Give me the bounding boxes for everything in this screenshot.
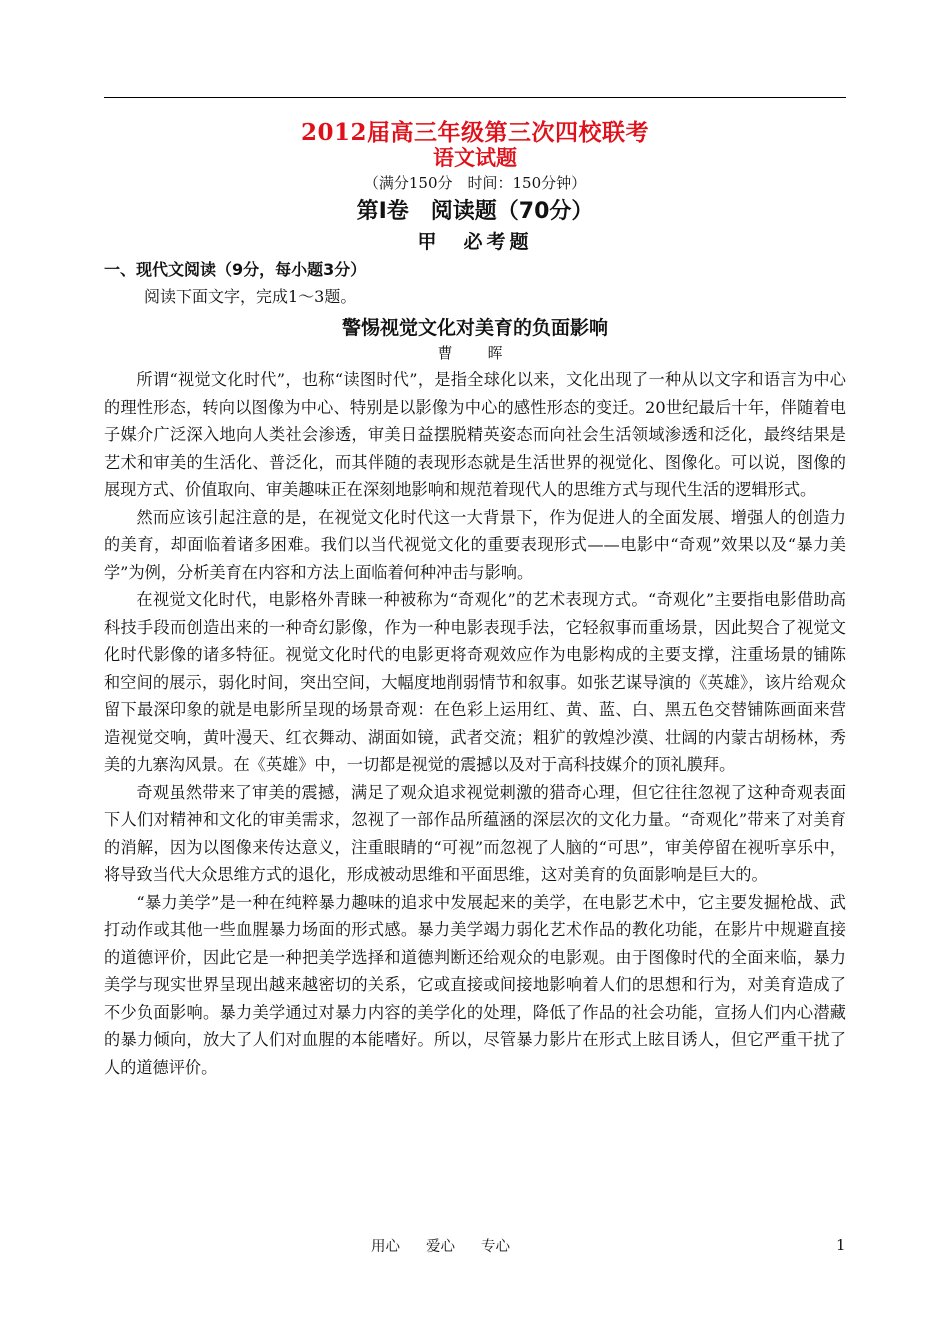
question-heading: 一、现代文阅读（9分，每小题3分） xyxy=(104,260,367,279)
question-instruction: 阅读下面文字，完成1～3题。 xyxy=(144,287,357,306)
article-body xyxy=(104,366,846,1081)
page-number: 1 xyxy=(836,1236,846,1254)
part-title: 第Ⅰ卷 阅读题（70分） xyxy=(356,199,594,224)
article-paragraph: 所谓“视觉文化时代”，也称“读图时代”，是指全球化以来，文化出现了一种从以文字和语言为中心的理性形态，转向以图像为中心、特别是以影像为中心的感性形态的变迁。20世纪最后十年，伴随着电子媒介广泛深入地向人类社会渗透，审美日益摆脱精英姿态而向社会生活领域渗透和泛化，最终结果是艺术和审美的生活化、普泛化，而其伴随的表现形态就是生活世界的视觉化、图像化。可以说，图像的展现方式、价值取向、审美趣味正在深刻地影响和规范着现代人的思维方式与现代生活的逻辑形式。 xyxy=(104,370,846,499)
exam-title: 2012届高三年级第三次四校联考 xyxy=(300,119,649,146)
footer-motto xyxy=(371,1235,536,1256)
subject-title: 语文试题 xyxy=(433,145,517,170)
article-title: 警惕视觉文化对美育的负面影响 xyxy=(341,317,608,339)
article-paragraph: “暴力美学”是一种在纯粹暴力趣味的追求中发展起来的美学，在电影艺术中，它主要发掘枪战、武打动作或其他一些血腥暴力场面的形式感。暴力美学竭力弱化艺术作品的教化功能，在影片中规避直接的道德评价，因此它是一种把美学选择和道德判断还给观众的电影观。由于图像时代的全面来临，暴力美学与现实世界呈现出越来越密切的关系，它或直接或间接地影响着人们的思想和行为，对美育造成了不少负面影响。暴力美学通过对暴力内容的美学化的处理，降低了作品的社会功能，宣扬人们内心潜藏的暴力倾向，放大了人们对血腥的本能嗜好。所以，尽管暴力影片在形式上眩目诱人，但它严重干扰了人的道德评价。 xyxy=(104,892,846,1077)
section-title: 甲 必考题 xyxy=(417,231,533,253)
header-rule xyxy=(104,97,846,98)
motto-word: 专心 xyxy=(481,1239,510,1255)
article-author: 曹 晖 xyxy=(437,344,513,362)
article-paragraph: 在视觉文化时代，电影格外青睐一种被称为“奇观化”的艺术表现方式。“奇观化”主要指电影借助高科技手段而创造出来的一种奇幻影像，作为一种电影表现手法，它轻叙事而重场景，因此契合了视觉文化时代影像的诸多特征。视觉文化时代的电影更将奇观效应作为电影构成的主要支撑，注重场景的铺陈和空间的展示，弱化时间，突出空间，大幅度地削弱情节和叙事。如张艺谋导演的《英雄》，该片给观众留下最深印象的就是电影所呈现的场景奇观：在色彩上运用红、黄、蓝、白、黑五色交替铺陈画面来营造视觉交响，黄叶漫天、红衣舞动、湖面如镜，武者交流；粗犷的敦煌沙漠、壮阔的内蒙古胡杨林，秀美的九寨沟风景。在《英雄》中，一切都是视觉的震撼以及对于高科技媒介的顶礼膜拜。 xyxy=(104,590,846,774)
score-time-info: （满分150分 时间：150分钟） xyxy=(363,174,587,192)
article-paragraph: 奇观虽然带来了审美的震撼，满足了观众追求视觉刺激的猎奇心理，但它往往忽视了这种奇观表面下人们对精神和文化的审美需求，忽视了一部作品所蕴涵的深层次的文化力量。“奇观化”带来了对美育的消解，因为以图像来传达意义，注重眼睛的“可视”而忽视了人脑的“可思”，审美停留在视听享乐中，将导致当代大众思维方式的退化，形成被动思维和平面思维，这对美育的负面影响是巨大的。 xyxy=(104,782,846,884)
article-paragraph: 然而应该引起注意的是，在视觉文化时代这一大背景下，作为促进人的全面发展、增强人的创造力的美育，却面临着诸多困难。我们以当代视觉文化的重要表现形式——电影中“奇观”效果以及“暴力美学”为例，分析美育在内容和方法上面临着何种冲击与影响。 xyxy=(104,507,846,582)
motto-word: 爱心 xyxy=(426,1239,455,1255)
motto-word: 用心 xyxy=(371,1239,400,1255)
